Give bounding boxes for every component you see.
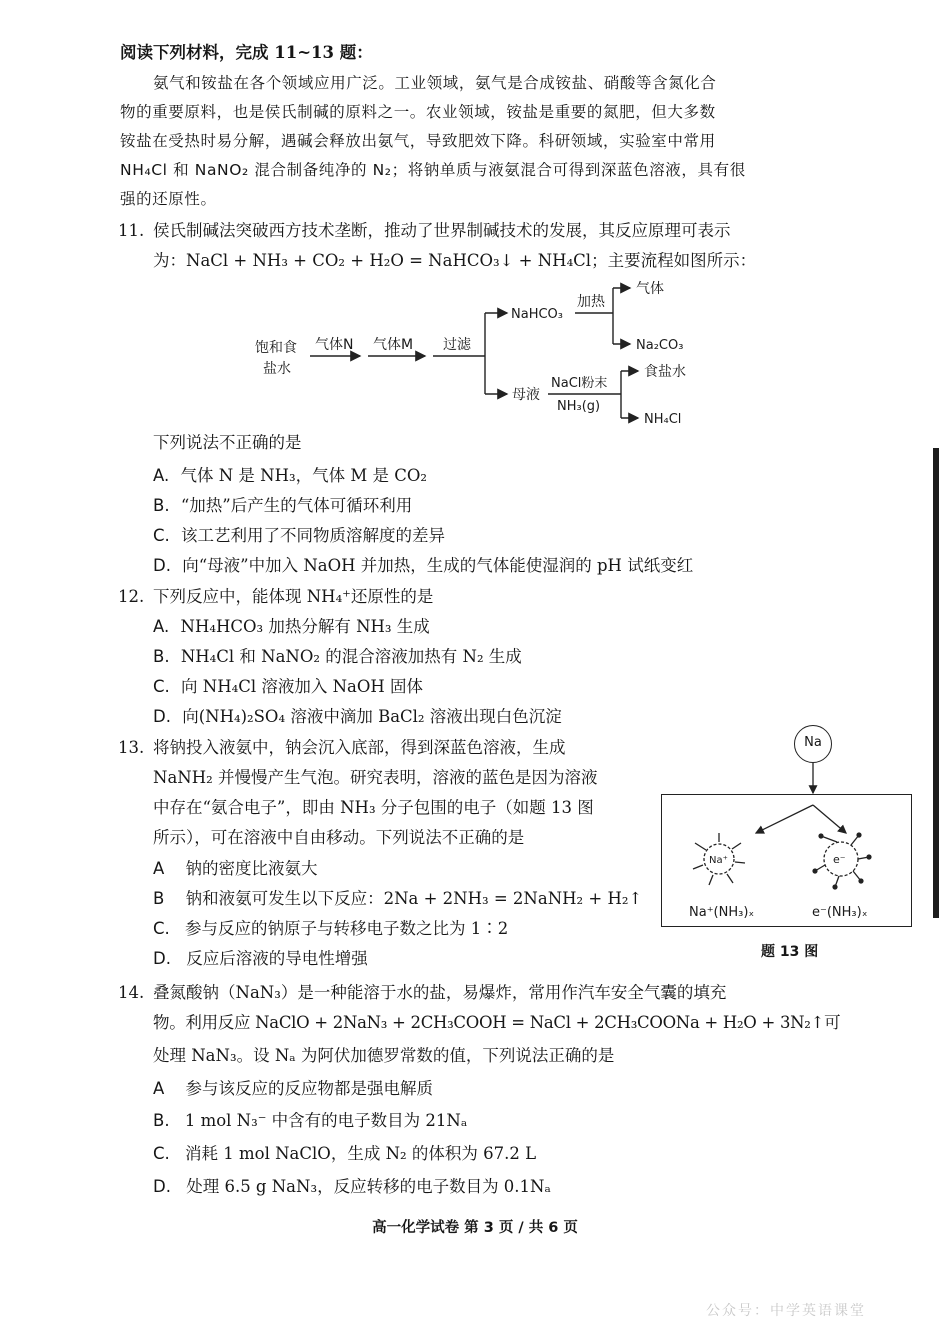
figure-label-right: e⁻(NH₃)ₓ xyxy=(812,905,868,920)
option-label: C. xyxy=(153,1144,170,1163)
figure-13-diagram xyxy=(661,763,912,927)
option-label: D. xyxy=(153,556,171,575)
q12-number: 12. xyxy=(118,587,145,606)
option-text: NH₄Cl 和 NaNO₂ 的混合溶液加热有 N₂ 生成 xyxy=(180,647,522,666)
option-text: 钠的密度比液氨大 xyxy=(185,859,318,878)
option-text: 气体 N 是 NH₃，气体 M 是 CO₂ xyxy=(180,466,428,485)
option-text: 钠和液氨可发生以下反应：2Na + 2NH₃ = 2NaNH₂ + H₂↑ xyxy=(185,889,643,908)
intro-line-4: NH₄Cl 和 NaNO₂ 混合制备纯净的 N₂；将钠单质与液氨混合可得到深蓝色溶液，具有很 xyxy=(120,161,746,179)
figure-label-left: Na⁺(NH₃)ₓ xyxy=(689,905,755,920)
option-label: A xyxy=(153,859,165,878)
flow-nahco3: NaHCO₃ xyxy=(511,307,563,322)
option-label: C. xyxy=(153,919,170,938)
flow-heat: 加热 xyxy=(577,294,605,310)
q13-stem-line-2: NaNH₂ 并慢慢产生气泡。研究表明，溶液的蓝色是因为溶液 xyxy=(153,768,598,787)
option-label: A xyxy=(153,1079,165,1098)
flow-filter: 过滤 xyxy=(443,337,471,353)
option-text: NH₄HCO₃ 加热分解有 NH₃ 生成 xyxy=(180,617,430,636)
q11-number: 11. xyxy=(118,221,145,240)
option-text: “加热”后产生的气体可循环利用 xyxy=(180,496,413,515)
q13-option-a[interactable] xyxy=(153,859,318,879)
option-label: D. xyxy=(153,1177,171,1196)
option-label: C. xyxy=(153,677,170,696)
option-text: 反应后溶液的导电性增强 xyxy=(186,949,368,968)
option-text: 1 mol N₃⁻ 中含有的电子数目为 21Nₐ xyxy=(184,1111,468,1130)
option-label: B. xyxy=(153,1111,170,1130)
option-text: 该工艺利用了不同物质溶解度的差异 xyxy=(181,526,446,545)
q12-stem: 下列反应中，能体现 NH₄⁺还原性的是 xyxy=(153,587,434,606)
sodium-atom-icon xyxy=(794,725,832,763)
flow-gas-m: 气体M xyxy=(373,337,414,353)
scan-edge-bar xyxy=(933,448,939,918)
option-label: A. xyxy=(153,617,170,636)
q13-stem-line-3: 中存在“氨合电子”，即由 NH₃ 分子包围的电子（如题 13 图 xyxy=(153,798,594,817)
flow-start-line2: 盐水 xyxy=(263,361,291,377)
q11-option-b[interactable] xyxy=(153,496,412,516)
option-label: B xyxy=(153,889,165,908)
intro-line-1: 氨气和铵盐在各个领域应用广泛。工业领域，氨气是合成铵盐、硝酸等含氮化合 xyxy=(153,74,717,92)
flow-start-line1: 饱和食 xyxy=(255,340,297,356)
option-text: 向 NH₄Cl 溶液加入 NaOH 固体 xyxy=(181,677,424,696)
option-label: D. xyxy=(153,707,171,726)
option-text: 向“母液”中加入 NaOH 并加热，生成的气体能使湿润的 pH 试纸变红 xyxy=(182,556,694,575)
flow-nacl-powder: NaCl粉末 xyxy=(551,376,608,391)
option-label: B. xyxy=(153,647,170,666)
option-text: 参与该反应的反应物都是强电解质 xyxy=(185,1079,434,1098)
intro-line-2: 物的重要原料，也是侯氏制碱的原料之一。农业领域，铵盐是重要的氮肥，但大多数 xyxy=(120,103,716,121)
option-text: 处理 6.5 g NaN₃，反应转移的电子数目为 0.1Nₐ xyxy=(186,1177,551,1196)
flow-nh3g: NH₃(g) xyxy=(557,399,601,414)
flow-na2co3: Na₂CO₃ xyxy=(636,338,684,353)
flow-gas: 气体 xyxy=(636,281,664,297)
option-label: B. xyxy=(153,496,170,515)
option-label: A. xyxy=(153,466,170,485)
flow-mother-liquor: 母液 xyxy=(512,387,540,403)
q13-option-c[interactable] xyxy=(153,919,508,939)
q14-option-a[interactable] xyxy=(153,1079,433,1099)
q12-option-d[interactable] xyxy=(153,707,562,727)
q14-option-d[interactable] xyxy=(153,1177,551,1197)
q11-option-c[interactable] xyxy=(153,526,445,546)
figure-electron-core: e⁻ xyxy=(833,853,846,866)
q14-stem-line-2: 物。利用反应 NaClO + 2NaN₃ + 2CH₃COOH = NaCl + 2CH₃COONa + H₂O + 3N₂↑可 xyxy=(153,1013,841,1032)
option-label: D. xyxy=(153,949,171,968)
q11-option-a[interactable] xyxy=(153,466,427,486)
intro-title: 阅读下列材料，完成 11~13 题： xyxy=(120,43,373,62)
q11-option-d[interactable] xyxy=(153,556,693,576)
q13-option-d[interactable] xyxy=(153,949,368,969)
option-text: 向(NH₄)₂SO₄ 溶液中滴加 BaCl₂ 溶液出现白色沉淀 xyxy=(182,707,562,726)
watermark: 公众号：中学英语课堂 xyxy=(706,1303,866,1319)
figure-13-caption: 题 13 图 xyxy=(761,944,819,960)
q13-stem-line-4: 所示），可在溶液中自由移动。下列说法不正确的是 xyxy=(153,828,525,847)
option-label: C. xyxy=(153,526,170,545)
page-footer: 高一化学试卷 第 3 页 / 共 6 页 xyxy=(372,1220,578,1236)
q11-flow-diagram xyxy=(245,276,715,436)
intro-line-3: 铵盐在受热时易分解，遇碱会释放出氨气，导致肥效下降。科研领域，实验室中常用 xyxy=(120,132,716,150)
q14-option-b[interactable] xyxy=(153,1111,467,1131)
q12-option-c[interactable] xyxy=(153,677,423,697)
q11-stem-line-2: 为：NaCl + NH₃ + CO₂ + H₂O = NaHCO₃↓ + NH₄Cl；主要流程如图所示： xyxy=(153,251,757,270)
q11-question: 下列说法不正确的是 xyxy=(153,433,302,452)
option-text: 参与反应的钠原子与转移电子数之比为 1∶2 xyxy=(185,919,509,938)
q14-stem-line-1: 叠氮酸钠（NaN₃）是一种能溶于水的盐，易爆炸，常用作汽车安全气囊的填充 xyxy=(153,983,727,1002)
flow-gas-n: 气体N xyxy=(315,337,354,353)
q13-stem-line-1: 将钠投入液氨中，钠会沉入底部，得到深蓝色溶液，生成 xyxy=(153,738,566,757)
intro-line-5: 强的还原性。 xyxy=(120,190,217,208)
q14-stem-line-3: 处理 NaN₃。设 Nₐ 为阿伏加德罗常数的值，下列说法正确的是 xyxy=(153,1046,615,1065)
q14-option-c[interactable] xyxy=(153,1144,536,1164)
q13-number: 13. xyxy=(118,738,145,757)
sodium-label: Na xyxy=(804,735,822,750)
q13-option-b[interactable] xyxy=(153,889,642,909)
flow-nh4cl: NH₄Cl xyxy=(644,412,682,427)
q14-number: 14. xyxy=(118,983,145,1002)
q11-stem-line-1: 侯氏制碱法突破西方技术垄断，推动了世界制碱技术的发展，其反应原理可表示 xyxy=(153,221,731,240)
q12-option-b[interactable] xyxy=(153,647,522,667)
option-text: 消耗 1 mol NaClO，生成 N₂ 的体积为 67.2 L xyxy=(185,1144,537,1163)
flow-brine: 食盐水 xyxy=(644,364,686,380)
figure-ion-core: Na⁺ xyxy=(709,855,728,866)
q12-option-a[interactable] xyxy=(153,617,430,637)
